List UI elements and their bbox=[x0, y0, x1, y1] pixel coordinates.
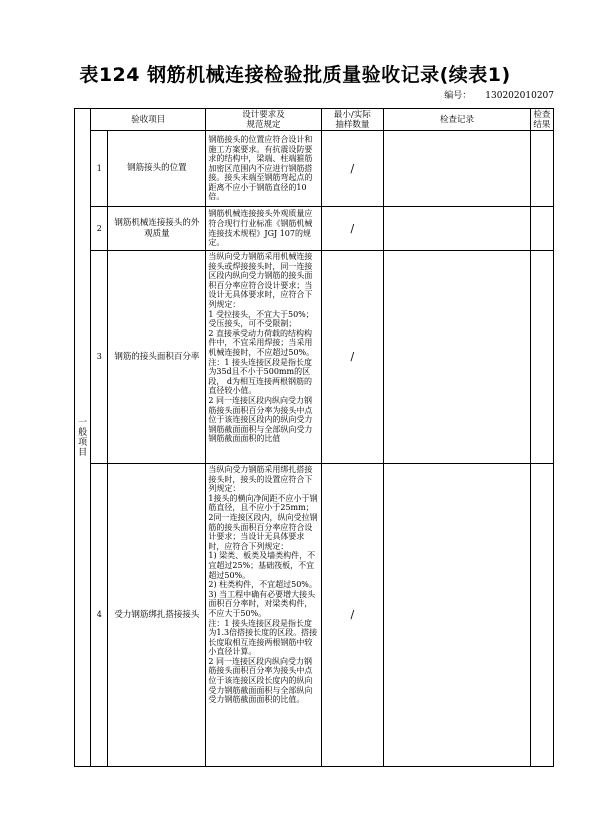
row-sample: / bbox=[321, 251, 384, 464]
row-sample: / bbox=[321, 131, 384, 207]
header-row bbox=[75, 109, 554, 131]
document-code bbox=[444, 88, 554, 101]
row-record[interactable] bbox=[384, 251, 531, 464]
row-result[interactable] bbox=[530, 207, 553, 251]
row-item-name: 钢筋机械连接接头的外观质量 bbox=[108, 207, 206, 251]
header-item: 验收项目 bbox=[91, 109, 206, 131]
row-requirement: 当纵向受力钢筋采用机械连接接头或焊接接头时，同一连接区段内纵向受力钢筋的接头面积百分率应符合设计要求；当设计无具体要求时，应符合下列规定： 1 受拉接头，不宜大于50%；受压接头，可不受限制； 2 直接承受动力荷载的结构构件中，不宜采用焊接；当采用机械连接时，不应超过50%。 注：1 接头连接区段是指长度为35d且不小于500mm的区段， d为相互连接两根钢筋的直径较小值。 2 同一连接区段内纵向受力钢筋接头面积百分率为接头中点位于该连接区段内的纵向受力钢筋截面面积与全部纵向受力钢筋截面面积的比值 bbox=[206, 251, 321, 464]
row-result[interactable] bbox=[530, 464, 553, 767]
row-result[interactable] bbox=[530, 131, 553, 207]
row-sample: / bbox=[321, 464, 384, 767]
row-number: 1 bbox=[91, 131, 108, 207]
row-item-name: 受力钢筋绑扎搭接接头 bbox=[108, 464, 206, 767]
table-row bbox=[75, 251, 554, 464]
row-requirement: 当纵向受力钢筋采用绑扎搭接接头时，接头的设置应符合下列规定： 1接头的横向净间距不应小于钢筋直径，且不应小于25mm； 2同一连接区段内，纵向受拉钢筋的接头面积百分率应符合设计要求；当设计无具体要求时，应符合下列规定： 1) 梁类、板类及墙类构件，不宜超过25%；基础筏板，不宜超过50%。 2) 柱类构件，不宜超过50%。 3) 当工程中确有必要增大接头面积百分率时，对梁类构件，不应大于50%。 注：1 接头连接区段是指长度为1.3倍搭接长度的区段。搭接长度取相互连接两根钢筋中较小直径计算。 2 同一连接区段内纵向受力钢筋接头面积百分率为接头中点位于该连接区段长度内的纵向受力钢筋截面面积与全部纵向受力钢筋截面面积的比值。 bbox=[206, 464, 321, 767]
table-row bbox=[75, 131, 554, 207]
row-number: 2 bbox=[91, 207, 108, 251]
row-record[interactable] bbox=[384, 131, 531, 207]
section-cell bbox=[75, 109, 91, 767]
table-row bbox=[75, 464, 554, 767]
table-row bbox=[75, 207, 554, 251]
code-label: 编号： bbox=[444, 91, 472, 101]
page-title: 表124 钢筋机械连接检验批质量验收记录(续表1) bbox=[79, 64, 511, 86]
header-result: 检查 结果 bbox=[530, 109, 553, 131]
row-record[interactable] bbox=[384, 464, 531, 767]
row-number: 4 bbox=[91, 464, 108, 767]
header-requirement: 设计要求及 规范规定 bbox=[206, 109, 321, 131]
row-requirement: 钢筋接头的位置应符合设计和施工方案要求。有抗震设防要求的结构中，梁端、柱端箍筋加密区范围内不应进行钢筋搭接。接头末端至钢筋弯起点的距离不应小于钢筋直径的10倍。 bbox=[206, 131, 321, 207]
row-sample: / bbox=[321, 207, 384, 251]
row-result[interactable] bbox=[530, 251, 553, 464]
acceptance-table bbox=[74, 108, 554, 767]
header-sample: 最小/实际 抽样数量 bbox=[321, 109, 384, 131]
row-item-name: 钢筋接头的位置 bbox=[108, 131, 206, 207]
row-item-name: 钢筋的接头面积百分率 bbox=[108, 251, 206, 464]
header-record: 检查记录 bbox=[384, 109, 531, 131]
section-label: 一般项目 bbox=[78, 417, 88, 458]
row-record[interactable] bbox=[384, 207, 531, 251]
row-requirement: 钢筋机械连接接头外观质量应符合现行行业标准《钢筋机械连接技术规程》JGJ 107的规定。 bbox=[206, 207, 321, 251]
row-number: 3 bbox=[91, 251, 108, 464]
code-value: 130202010207 bbox=[485, 91, 554, 101]
